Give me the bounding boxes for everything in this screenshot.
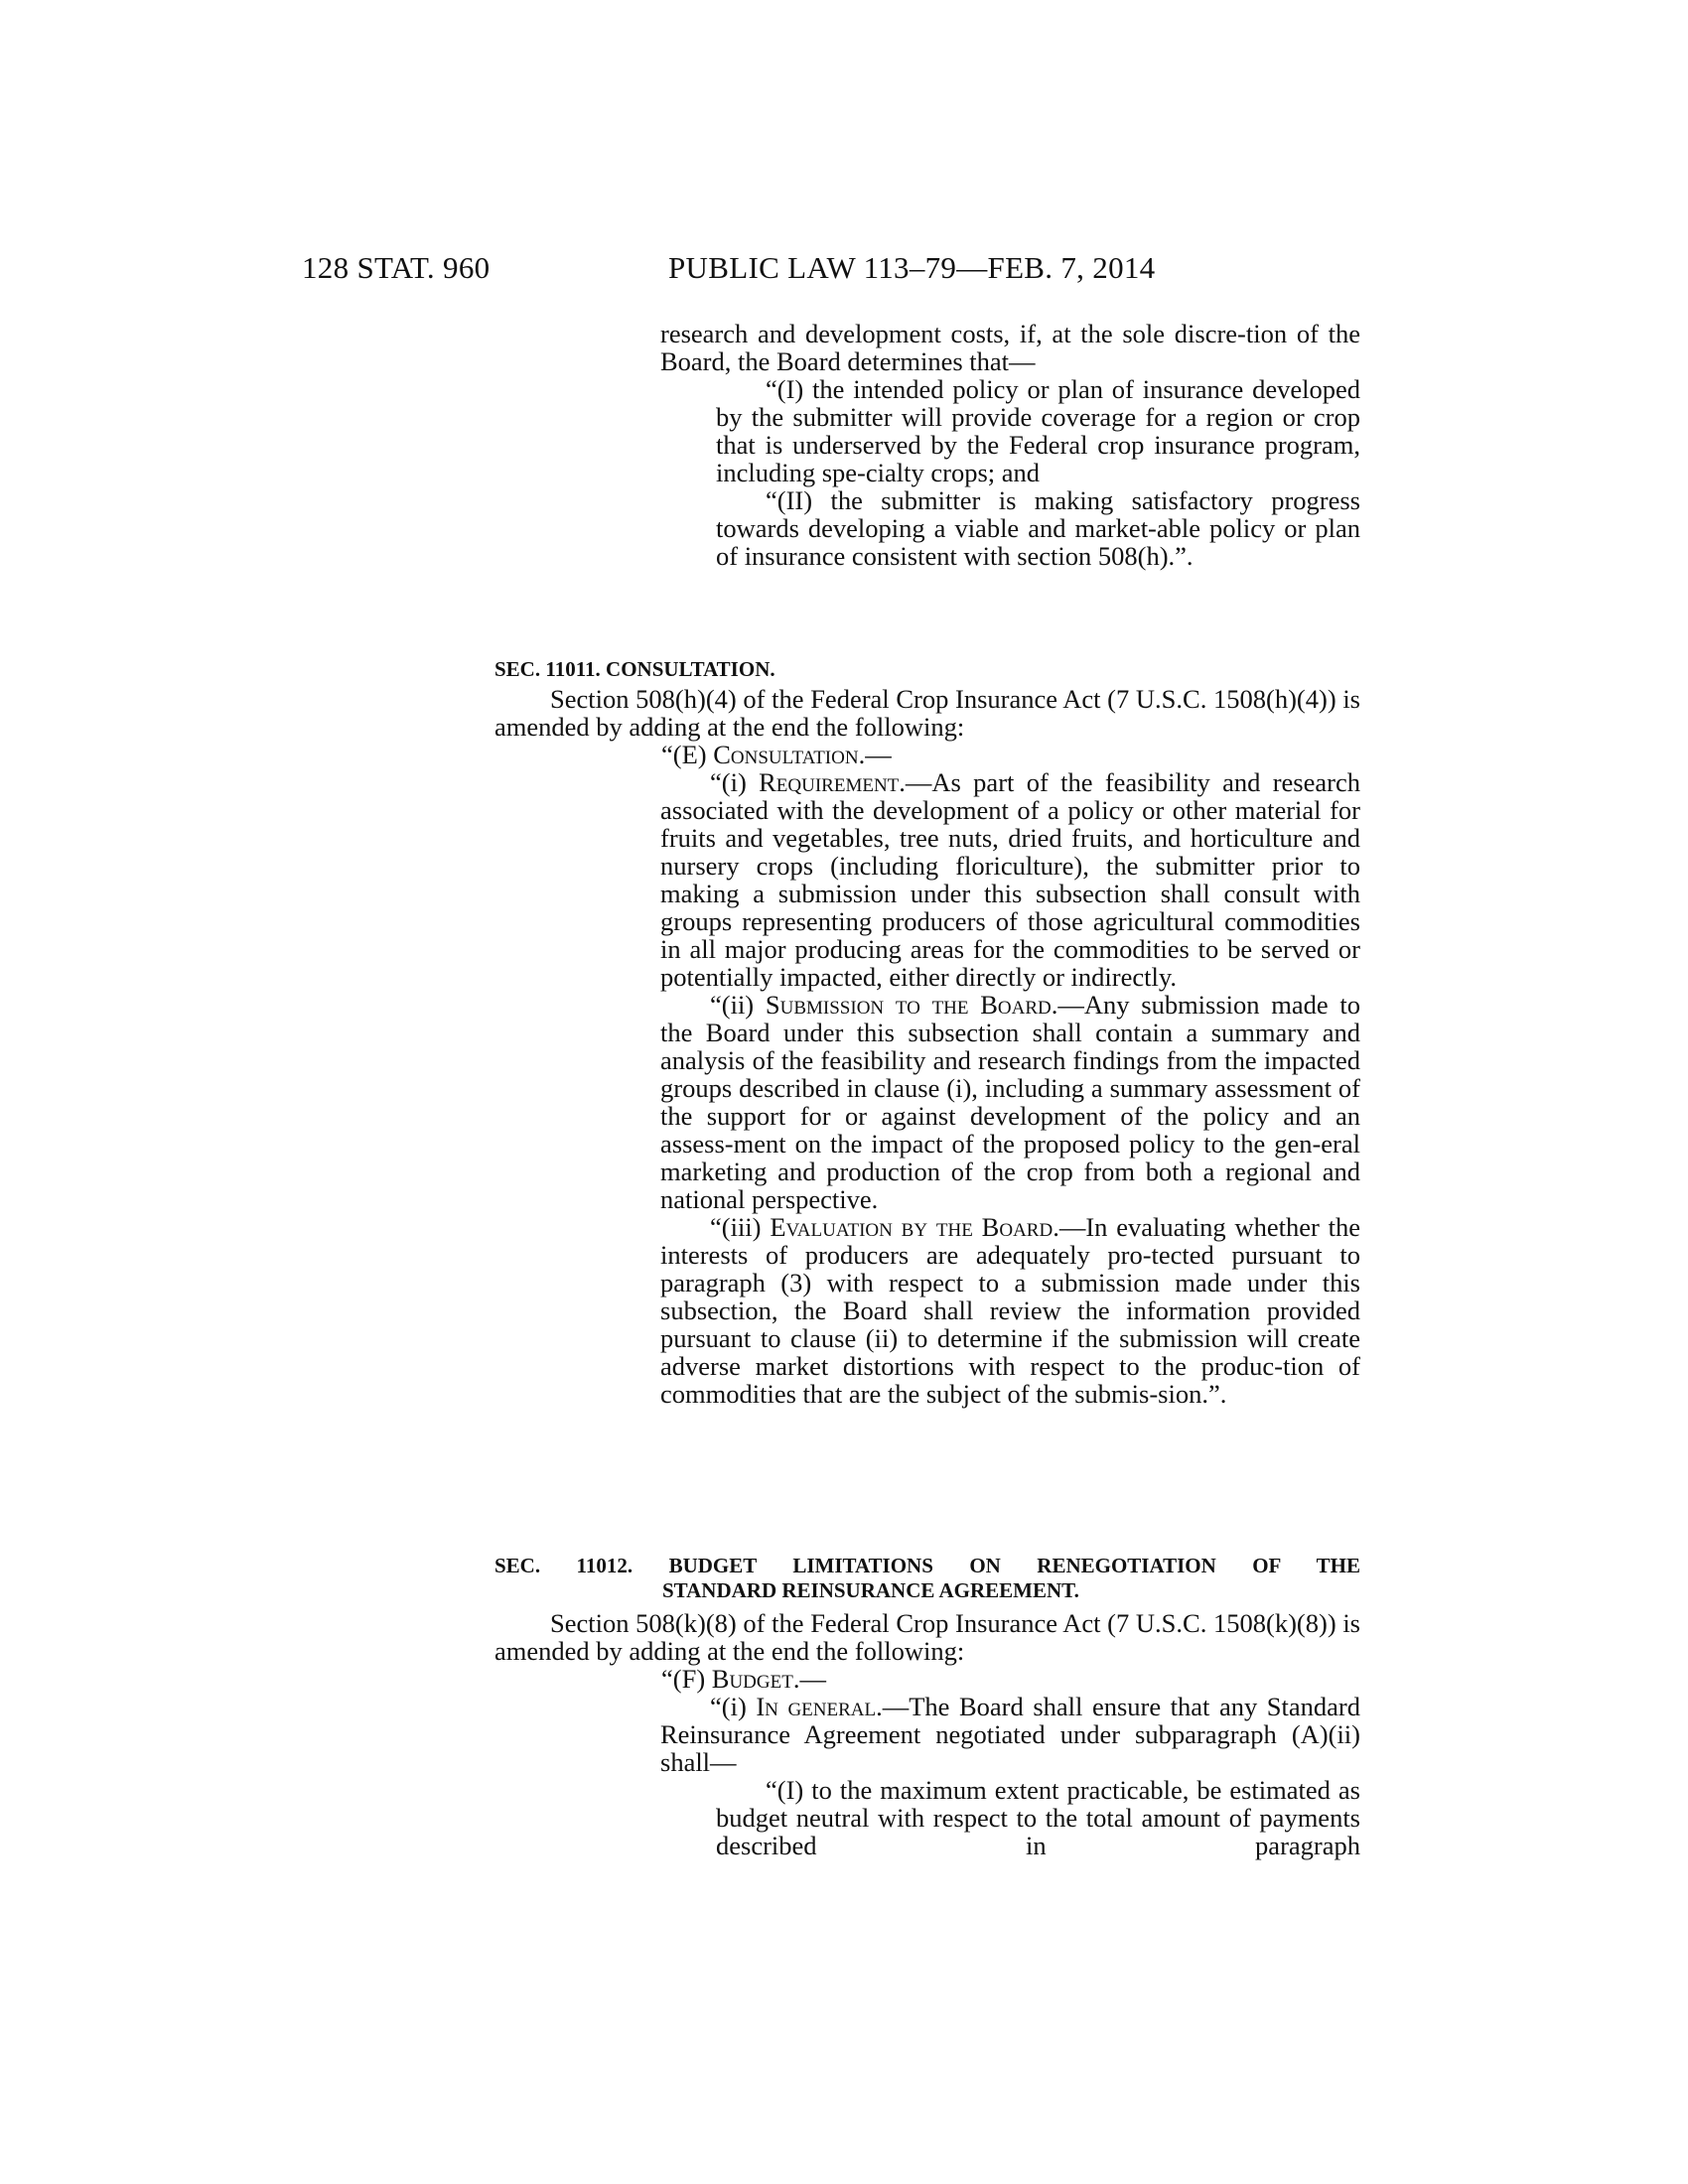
section-11011-intro: Section 508(h)(4) of the Federal Crop Insurance Act (7 U.S.C. 1508(h)(4)) is amended by adding at the end the following: [494,684,1360,742]
section-11012-heading [494,1554,1360,1603]
clause-i-text: —As part of the feasibility and research associated with the development of a policy or other material for fruits and vegetables, tree nuts, dried fruits, and horticulture and nursery crops (including floriculture), the submitter prior to making a submission under this subsection shall consult with groups representing producers of those agricultural commodities in all major producing areas for the commodities to be served or potentially impacted, either directly or indirectly. [660,767,1360,992]
section-11011-heading: SEC. 11011. CONSULTATION. [494,657,775,681]
continued-item-I: “(I) the intended policy or plan of insurance developed by the submitter will provide coverage for a region or crop that is underserved by the Federal crop insurance program, including spe-cialty crops; and [716,374,1360,487]
subparagraph-E-prefix: “(E) [661,740,714,769]
section-11012-heading-line2: STANDARD REINSURANCE AGREEMENT. [662,1578,1079,1602]
clause-iii-prefix: “(iii) [710,1212,771,1242]
clause-i-general-prefix: “(i) [710,1692,757,1721]
section-11012-heading-line1: SEC. 11012. BUDGET LIMITATIONS ON RENEGOTIATION OF THE [494,1554,1360,1577]
clause-ii-heading: Submission to the Board. [765,990,1058,1020]
continued-lead: research and development costs, if, at the sole discre-tion of the Board, the Board determines that— [660,319,1360,376]
subparagraph-F-heading: Budget. [711,1664,800,1694]
clause-ii-prefix: “(ii) [710,990,766,1020]
subparagraph-F [661,1665,1360,1693]
running-head: PUBLIC LAW 113–79—FEB. 7, 2014 [668,250,1156,285]
subparagraph-F-prefix: “(F) [661,1664,712,1694]
clause-ii-text: —Any submission made to the Board under this subsection shall contain a summary and analysis of the feasibility and research findings from the impacted groups described in clause (i), including a summary assessment of the support for or against development of the policy and an assess-ment on the impact of the proposed policy to the gen-eral marketing and production of the crop from both a regional and national perspective. [660,990,1360,1214]
subparagraph-F-dash: — [799,1664,826,1694]
clause-ii-submission [660,991,1360,1213]
clause-i-prefix: “(i) [710,767,760,797]
clause-i-in-general [660,1693,1360,1776]
clause-i-heading: Requirement. [759,767,906,797]
section-11011-body [494,685,1360,1408]
subparagraph-E-dash: — [865,740,892,769]
stat-citation: 128 STAT. 960 [302,250,491,285]
continued-item-II: “(II) the submitter is making satisfactory progress towards developing a viable and market-able policy or plan of insurance consistent with section 508(h).”. [716,485,1360,571]
subparagraph-E [661,741,1360,768]
clause-iii-heading: Evaluation by the Board. [770,1212,1059,1242]
clause-iii-evaluation [660,1213,1360,1408]
clause-i-general-text: —The Board shall ensure that any Standard Reinsurance Agreement negotiated under subparagraph (A)(ii) shall— [660,1692,1360,1777]
subclause-I-budget-neutral: “(I) to the maximum extent practicable, be estimated as budget neutral with respect to the total amount of payments described in paragraph [716,1775,1360,1860]
section-11012-intro: Section 508(k)(8) of the Federal Crop Insurance Act (7 U.S.C. 1508(k)(8)) is amended by adding at the end the following: [494,1608,1360,1666]
clause-i-requirement [660,768,1360,991]
clause-i-general-heading: In general. [756,1692,883,1721]
subparagraph-E-heading: Consultation. [713,740,866,769]
clause-iii-text: —In evaluating whether the interests of producers are adequately pro-tected pursuant to paragraph (3) with respect to a submission made under this subsection, the Board shall review the information provided pursuant to clause (ii) to determine if the submission will create adverse market distortions with respect to the produc-tion of commodities that are the subject of the submis-sion.”. [660,1212,1361,1409]
continued-text [660,320,1360,570]
section-11012-body [494,1609,1360,1859]
